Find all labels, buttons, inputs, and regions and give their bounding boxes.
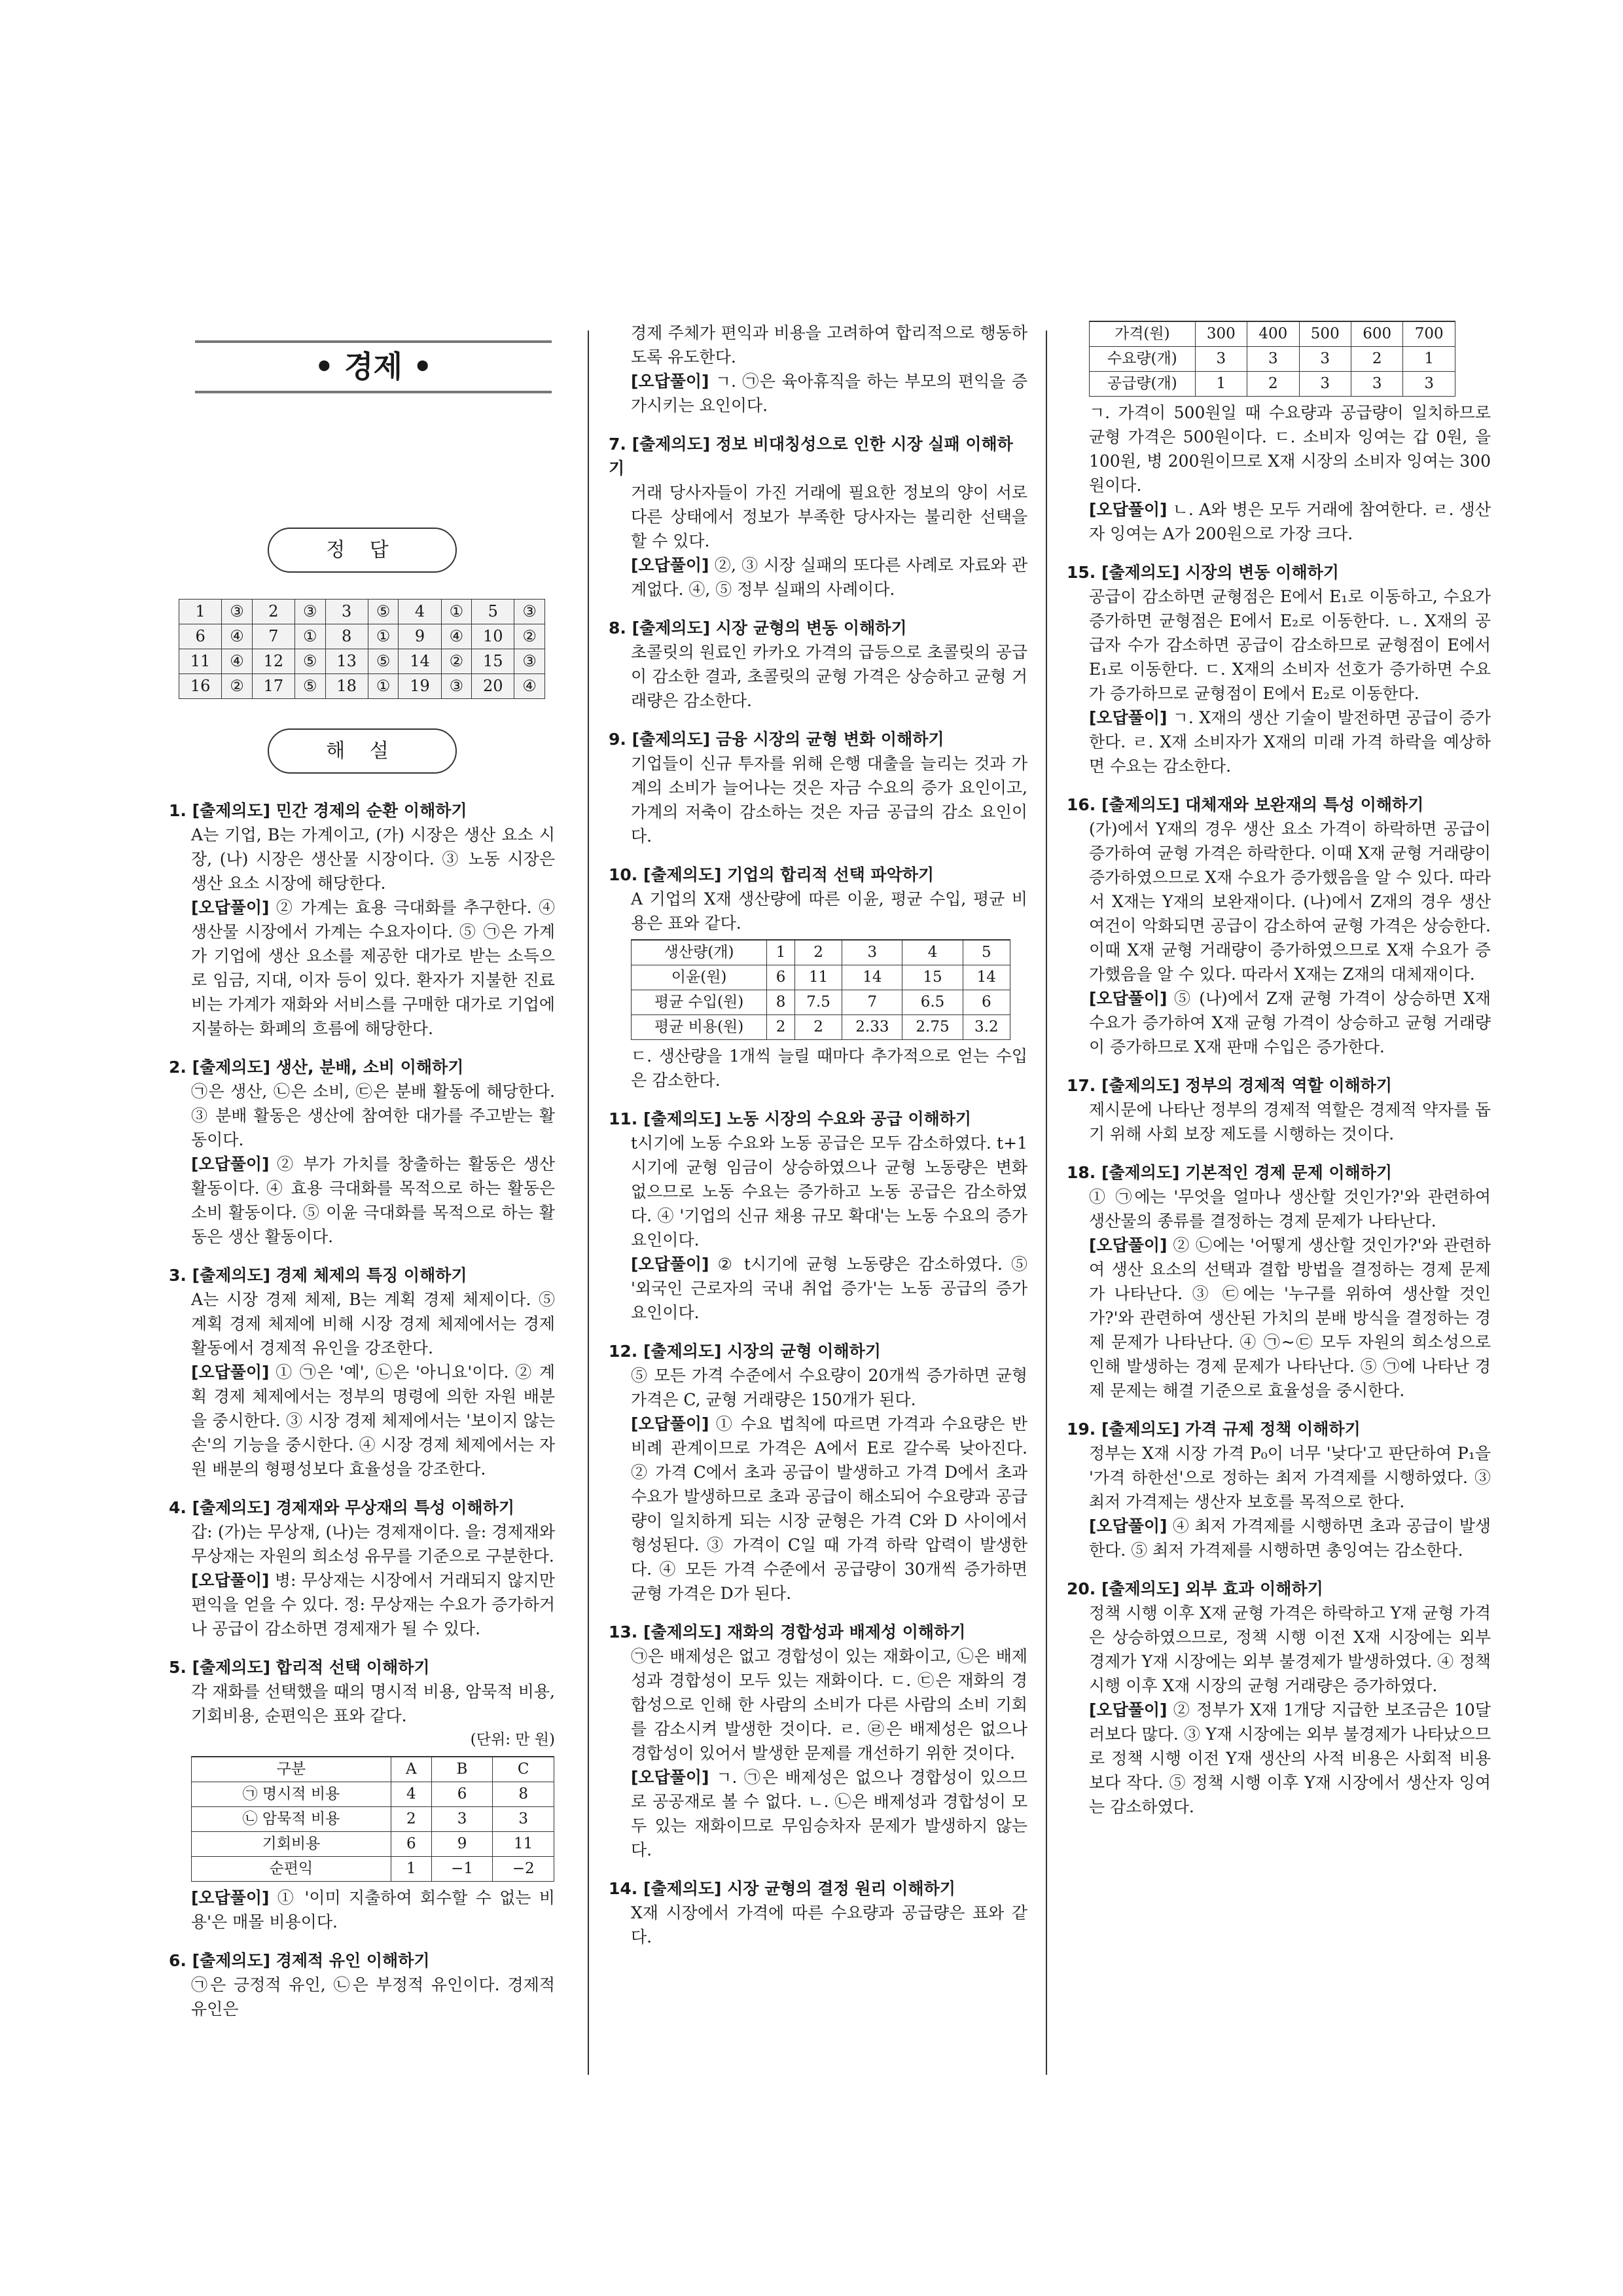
table-cell: 300 (1195, 321, 1247, 347)
answer-choice: ③ (222, 600, 253, 624)
explanation-text: X재 시장에서 가격에 따른 수요량과 공급량은 표와 같다. (631, 1903, 1027, 1946)
wrong-answer-label: [오답풀이] (1089, 1700, 1168, 1719)
question-9 (609, 727, 1027, 848)
table-cell: 11 (794, 965, 842, 990)
supply-demand-table (1089, 321, 1455, 397)
explanation-text: ㉠은 생산, ㉡은 소비, ㉢은 분배 활동에 해당한다. ③ 분배 활동은 생산에 참여한 대가를 주고받는 활동이다. (191, 1082, 555, 1149)
answer-choice: ④ (222, 649, 253, 674)
explanation-text: ㄷ. 생산량을 1개씩 늘릴 때마다 추가적으로 얻는 수입은 감소한다. (631, 1047, 1027, 1090)
explanation-text: t시기에 노동 수요와 노동 공급은 모두 감소하였다. t+1시기에 균형 임금이 상승하였으나 균형 노동량은 변화 없으므로 노동 수요는 증가하고 노동 공급은 감소하였다. ④ '기업의 신규 채용 규모 확대'는 노동 수요의 증가 요인이다. (631, 1134, 1027, 1249)
question-18 (1067, 1160, 1491, 1403)
table-cell: 14 (842, 965, 902, 990)
question-heading: 2. [출제의도] 생산, 분배, 소비 이해하기 (169, 1058, 464, 1077)
wrong-answer-label: [오답풀이] (631, 556, 709, 575)
column-2 (609, 321, 1027, 1964)
row-label: 이윤(원) (632, 965, 767, 990)
wrong-answer-label: [오답풀이] (191, 1363, 270, 1382)
answer-row (179, 600, 545, 624)
table-cell: 1 (767, 940, 795, 965)
table-row (192, 1857, 554, 1882)
row-label: 평균 비용(원) (632, 1015, 767, 1040)
answer-key-label: 정 답 (268, 528, 457, 573)
question-17 (1067, 1073, 1491, 1146)
table-cell: 3 (842, 940, 902, 965)
explanation-text: 정책 시행 이후 X재 균형 가격은 하락하고 Y재 균형 가격은 상승하였으므로, 정책 시행 이전 X재 시장에는 외부 경제가 Y재 시장에는 외부 불경제가 발생하였다. ④ 정책 시행 이후 X재 시장의 균형 거래량은 증가하였다. (1089, 1604, 1491, 1695)
wrong-answer-text: ② 부가 가치를 창출하는 활동은 생산 활동이다. ④ 효용 극대화를 목적으로 하는 활동은 소비 활동이다. ⑤ 이윤 극대화를 목적으로 하는 활동은 생산 활동이다. (191, 1155, 556, 1246)
table-cell: 1 (391, 1857, 431, 1882)
answer-choice: ① (295, 624, 326, 649)
table-header-cell: 구분 (192, 1757, 391, 1782)
answer-choice: ⑤ (368, 649, 399, 674)
row-label: 생산량(개) (632, 940, 767, 965)
explanation-text: ⑤ 모든 가격 수준에서 수요량이 20개씩 증가하면 균형 가격은 C, 균형 거래량은 150개가 된다. (631, 1366, 1027, 1409)
table-cell: 2 (391, 1807, 431, 1832)
question-number: 7 (252, 624, 294, 649)
table-cell: 3 (1299, 347, 1351, 372)
table-cell: 7 (842, 990, 902, 1015)
question-number: 2 (252, 600, 294, 624)
question-14 (609, 1876, 1027, 1949)
profit-table (631, 939, 1010, 1040)
question-heading: 17. [출제의도] 정부의 경제적 역할 이해하기 (1067, 1076, 1393, 1095)
answer-choice: ① (368, 624, 399, 649)
answer-choice: ⑤ (295, 649, 326, 674)
question-12 (609, 1339, 1027, 1605)
row-label: 공급량(개) (1090, 372, 1196, 397)
question-2 (169, 1055, 555, 1249)
table-cell: 3 (493, 1807, 554, 1832)
explanation-text: A 기업의 X재 생산량에 따른 이윤, 평균 수입, 평균 비용은 표와 같다. (631, 889, 1027, 933)
table-cell: 2 (794, 940, 842, 965)
question-heading: 4. [출제의도] 경제재와 무상재의 특성 이해하기 (169, 1498, 514, 1517)
question-number: 20 (472, 674, 514, 699)
wrong-answer-text: ㄱ. ㉠은 육아휴직을 하는 부모의 편익을 증가시키는 요인이다. (631, 372, 1028, 415)
wrong-answer-text: ② 정부가 X재 1개당 지급한 보조금은 10달러보다 많다. ③ Y재 시장에는 외부 불경제가 나타났으므로 정책 시행 이전 Y재 생산의 사적 비용은 사회적 비용보다 작다. ⑤ 정책 시행 이후 Y재 시장에서 생산자 잉여는 감소하였다. (1089, 1700, 1491, 1816)
answer-choice: ⑤ (368, 600, 399, 624)
wrong-answer-label: [오답풀이] (631, 1255, 709, 1274)
answer-row (179, 649, 545, 674)
answer-choice: ③ (514, 649, 545, 674)
question-20 (1067, 1577, 1491, 1819)
question-number: 19 (399, 674, 441, 699)
page-title: • 경제 • (314, 349, 433, 384)
wrong-answer-label: [오답풀이] (631, 1414, 709, 1433)
explanation-text: 제시문에 나타난 정부의 경제적 역할은 경제적 약자를 돕기 위해 사회 보장 제도를 시행하는 것이다. (1089, 1100, 1491, 1143)
question-heading: 14. [출제의도] 시장 균형의 결정 원리 이해하기 (609, 1879, 955, 1898)
table-row (632, 965, 1010, 990)
row-label: 순편익 (192, 1857, 391, 1882)
table-row (1090, 321, 1455, 347)
question-heading: 5. [출제의도] 합리적 선택 이해하기 (169, 1658, 430, 1677)
wrong-answer-label: [오답풀이] (1089, 1236, 1168, 1255)
table-cell: 7.5 (794, 990, 842, 1015)
table-cell: 500 (1299, 321, 1351, 347)
wrong-answer-text: ① '이미 지출하여 회수할 수 없는 비용'은 매몰 비용이다. (191, 1888, 555, 1931)
answer-choice: ① (368, 674, 399, 699)
question-number: 16 (179, 674, 222, 699)
explanation-text: ① ㉠에는 '무엇을 얼마나 생산할 것인가?'와 관련하여 생산물의 종류를 결정하는 경제 문제가 나타난다. (1089, 1187, 1491, 1230)
column-1 (169, 340, 555, 2036)
row-label: ㉠ 명시적 비용 (192, 1782, 391, 1807)
table-cell: 400 (1247, 321, 1299, 347)
explanation-text: 갑: (가)는 무상재, (나)는 경제재이다. 을: 경제재와 무상재는 자원의 희소성 유무를 기준으로 구분한다. (191, 1522, 555, 1566)
question-19 (1067, 1417, 1491, 1562)
wrong-answer-text: ② ㉡에는 '어떻게 생산할 것인가?'와 관련하여 생산 요소의 선택과 결합 방법을 결정하는 경제 문제가 나타난다. ③ ㉢에는 '누구를 위하여 생산할 것인가?'와 관련하여 생산된 가치의 분배 방식을 결정하는 경제 문제가 나타난다. ④ ㉠~㉢ 모두 자원의 희소성으로 인해 발생하는 경제 문제가 나타난다. ⑤ ㉠에 나타난 경제 문제는 해결 기준으로 효율성을 중시한다. (1089, 1236, 1491, 1400)
question-3 (169, 1263, 555, 1481)
question-heading: 8. [출제의도] 시장 균형의 변동 이해하기 (609, 619, 907, 637)
wrong-answer-text: ②, ③ 시장 실패의 또다른 사례로 자료와 관계없다. ④, ⑤ 정부 실패의 사례이다. (631, 556, 1028, 599)
question-heading: 12. [출제의도] 시장의 균형 이해하기 (609, 1342, 881, 1361)
wrong-answer-text: 병: 무상재는 시장에서 거래되지 않지만 편익을 얻을 수 있다. 정: 무상재는 수요가 증가하거나 공급이 감소하면 경제재가 될 수 있다. (191, 1571, 555, 1638)
table-header-cell: C (493, 1757, 554, 1782)
row-label: 가격(원) (1090, 321, 1196, 347)
table-cell: 700 (1403, 321, 1455, 347)
wrong-answer-text: ㄱ. ㉠은 배제성은 없으나 경합성이 있으므로 공공재로 볼 수 없다. ㄴ. ㉡은 배제성과 경합성이 모두 있는 재화이므로 무임승차자 문제가 발생하지 않는다. (631, 1768, 1027, 1859)
explanation-text: 기업들이 신규 투자를 위해 은행 대출을 늘리는 것과 가계의 소비가 늘어나는 것은 자금 수요의 증가 요인이고, 가계의 저축이 감소하는 것은 자금 공급의 감소 요인이다. (631, 754, 1027, 846)
table-cell: 2 (1351, 347, 1402, 372)
wrong-answer-label: [오답풀이] (191, 1155, 270, 1174)
question-heading: 3. [출제의도] 경제 체제의 특징 이해하기 (169, 1266, 467, 1285)
table-cell: 2 (767, 1015, 795, 1040)
wrong-answer-label: [오답풀이] (191, 1571, 270, 1590)
table-unit: (단위: 만 원) (470, 1731, 555, 1748)
question-number: 5 (472, 600, 514, 624)
answer-choice: ④ (514, 674, 545, 699)
question-6-continued (609, 321, 1027, 418)
explanation-text: ㄱ. 가격이 500원일 때 수요량과 공급량이 일치하므로 균형 가격은 500원이다. ㄷ. 소비자 잉여는 갑 0원, 을 100원, 병 200원이므로 X재 시장의 소비자 잉여는 300원이다. (1089, 403, 1491, 495)
question-number: 1 (179, 600, 222, 624)
answer-choice: ④ (441, 624, 472, 649)
answer-choice: ③ (514, 600, 545, 624)
question-heading: 1. [출제의도] 민간 경제의 순환 이해하기 (169, 801, 467, 820)
wrong-answer-label: [오답풀이] (191, 898, 270, 917)
question-number: 6 (179, 624, 222, 649)
question-number: 17 (252, 674, 294, 699)
table-cell: 3 (431, 1807, 493, 1832)
question-number: 8 (325, 624, 368, 649)
question-6 (169, 1948, 555, 2021)
explanation-text: ㉠은 배제성은 없고 경합성이 있는 재화이고, ㉡은 배제성과 경합성이 모두 있는 재화이다. ㄷ. ㉢은 재화의 경합성으로 인해 한 사람의 소비가 다른 사람의 소비 기회를 감소시켜 발생한 것이다. ㄹ. ㉣은 배제성은 없으나 경합성이 있어서 발생한 문제를 개선하기 위한 것이다. (631, 1647, 1027, 1763)
table-header-cell: B (431, 1757, 493, 1782)
question-number: 13 (325, 649, 368, 674)
question-11 (609, 1107, 1027, 1325)
row-label: 수요량(개) (1090, 347, 1196, 372)
explanation-text: 거래 당사자들이 가진 거래에 필요한 정보의 양이 서로 다른 상태에서 정보가 부족한 당사자는 불리한 선택을 할 수 있다. (631, 483, 1027, 550)
wrong-answer-label: [오답풀이] (631, 372, 709, 391)
question-number: 9 (399, 624, 441, 649)
explanation-text: 공급이 감소하면 균형점은 E에서 E₁로 이동하고, 수요가 증가하면 균형점은 E에서 E₂로 이동한다. ㄴ. X재의 공급자 수가 감소하면 공급이 감소하므로 균형점이 E에서 E₁로 이동한다. ㄷ. X재의 소비자 선호가 증가하면 수요가 증가하므로 균형점이 E에서 E₂로 이동한다. (1089, 587, 1491, 703)
wrong-answer-text: ① ㉠은 '예', ㉡은 '아니요'이다. ② 계획 경제 체제에서는 정부의 명령에 의한 자원 배분을 중시한다. ③ 시장 경제 체제에서는 '보이지 않는 손'의 기능을 중시한다. ④ 시장 경제 체제에서는 자원 배분의 형평성보다 효율성을 강조한다. (191, 1363, 555, 1479)
question-heading: 19. [출제의도] 가격 규제 정책 이해하기 (1067, 1420, 1361, 1439)
question-number: 11 (179, 649, 222, 674)
table-cell: 4 (902, 940, 963, 965)
answer-choice: ② (441, 649, 472, 674)
question-heading: 13. [출제의도] 재화의 경합성과 배제성 이해하기 (609, 1623, 966, 1641)
table-cell: −1 (431, 1857, 493, 1882)
explanation-label: 해 설 (268, 728, 457, 774)
question-heading: 15. [출제의도] 시장의 변동 이해하기 (1067, 563, 1339, 582)
table-cell: 1 (1195, 372, 1247, 397)
wrong-answer-label: [오답풀이] (1089, 1516, 1168, 1535)
table-row (1090, 372, 1455, 397)
explanation-text: 경제 주체가 편익과 비용을 고려하여 합리적으로 행동하도록 유도한다. (631, 323, 1027, 367)
table-cell: 3 (1403, 372, 1455, 397)
table-cell: 6 (431, 1782, 493, 1807)
question-10 (609, 863, 1027, 1092)
wrong-answer-label: [오답풀이] (191, 1888, 270, 1907)
answer-choice: ② (514, 624, 545, 649)
wrong-answer-text: ① 수요 법칙에 따르면 가격과 수요량은 반비례 관계이므로 가격은 A에서 E로 갈수록 낮아진다. ② 가격 C에서 초과 공급이 발생하고 가격 D에서 초과 수요가 발생하므로 초과 공급이 해소되어 수요량과 공급량이 일치하게 되는 시장 균형은 가격 C와 D 사이에서 형성된다. ③ 가격이 C일 때 가격 하락 압력이 발생한다. ④ 모든 가격 수준에서 공급량이 30개씩 증가하면 균형 가격은 D가 된다. (631, 1414, 1027, 1603)
answer-choice: ④ (222, 624, 253, 649)
question-number: 3 (325, 600, 368, 624)
table-cell: 3 (1351, 372, 1402, 397)
question-heading: 20. [출제의도] 외부 효과 이해하기 (1067, 1579, 1323, 1598)
explanation-text: A는 시장 경제 체제, B는 계획 경제 체제이다. ⑤ 계획 경제 체제에 비해 시장 경제 체제에서는 경제 활동에서 경제적 유인을 강조한다. (191, 1290, 555, 1357)
column-3 (1067, 321, 1491, 1833)
table-cell: 3 (1299, 372, 1351, 397)
wrong-answer-text: ② t시기에 균형 노동량은 감소하였다. ⑤ '외국인 근로자의 국내 취업 증가'는 노동 공급의 증가 요인이다. (631, 1255, 1027, 1322)
question-heading: 16. [출제의도] 대체재와 보완재의 특성 이해하기 (1067, 795, 1424, 814)
table-cell: 2.33 (842, 1015, 902, 1040)
question-13 (609, 1620, 1027, 1862)
question-number: 12 (252, 649, 294, 674)
table-cell: 14 (963, 965, 1010, 990)
cost-table (191, 1756, 554, 1882)
question-heading: 11. [출제의도] 노동 시장의 수요와 공급 이해하기 (609, 1109, 972, 1128)
question-8 (609, 616, 1027, 713)
answer-choice: ③ (441, 674, 472, 699)
explanation-text: (가)에서 Y재의 경우 생산 요소 가격이 하락하면 공급이 증가하여 균형 가격은 하락한다. 이때 X재 균형 거래량이 증가하였으므로 X재 수요가 증가했음을 알 수 있다. 따라서 X재는 Y재의 보완재이다. (나)에서 Z재의 경우 생산 여건이 악화되면 공급이 감소하여 균형 가격은 상승한다. 이때 X재 균형 거래량이 증가하였으므로 X재 수요가 증가했음을 알 수 있다. 따라서 X재는 Z재의 대체재이다. (1089, 819, 1491, 984)
explanation-text: 각 재화를 선택했을 때의 명시적 비용, 암묵적 비용, 기회비용, 순편익은 표와 같다. (191, 1682, 555, 1725)
table-cell: 8 (493, 1782, 554, 1807)
column-separator (588, 331, 589, 2075)
question-16 (1067, 793, 1491, 1059)
table-row (632, 990, 1010, 1015)
table-cell: 2.75 (902, 1015, 963, 1040)
table-cell: 3 (1247, 347, 1299, 372)
question-number: 4 (399, 600, 441, 624)
explanation-text: 정부는 X재 시장 가격 P₀이 너무 '낮다'고 판단하여 P₁을 '가격 하한선'으로 정하는 최저 가격제를 시행하였다. ③ 최저 가격제는 생산자 보호를 목적으로 한다. (1089, 1444, 1491, 1511)
table-cell: −2 (493, 1857, 554, 1882)
wrong-answer-text: ㄴ. A와 병은 모두 거래에 참여한다. ㄹ. 생산자 잉여는 A가 200원으로 가장 크다. (1089, 500, 1491, 543)
table-cell: 3 (1195, 347, 1247, 372)
table-cell: 2 (1247, 372, 1299, 397)
wrong-answer-label: [오답풀이] (1089, 989, 1168, 1008)
question-number: 18 (325, 674, 368, 699)
table-cell: 11 (493, 1832, 554, 1857)
table-row (632, 940, 1010, 965)
table-cell: 9 (431, 1832, 493, 1857)
explanation-text: 초콜릿의 원료인 카카오 가격의 급등으로 초콜릿의 공급이 감소한 결과, 초콜릿의 균형 가격은 상승하고 균형 거래량은 감소한다. (631, 643, 1027, 710)
table-header-row (192, 1757, 554, 1782)
answer-choice: ⑤ (295, 674, 326, 699)
table-cell: 6 (767, 965, 795, 990)
question-number: 10 (472, 624, 514, 649)
answer-choice: ① (441, 600, 472, 624)
table-cell: 6 (391, 1832, 431, 1857)
wrong-answer-label: [오답풀이] (1089, 500, 1168, 519)
column-separator (1046, 331, 1047, 2075)
wrong-answer-text: ④ 최저 가격제를 시행하면 초과 공급이 발생한다. ⑤ 최저 가격제를 시행하면 총잉여는 감소한다. (1089, 1516, 1491, 1560)
explanation-text: A는 기업, B는 가계이고, (가) 시장은 생산 요소 시장, (나) 시장은 생산물 시장이다. ③ 노동 시장은 생산 요소 시장에 해당한다. (191, 825, 555, 893)
wrong-answer-text: ㄱ. X재의 생산 기술이 발전하면 공급이 증가한다. ㄹ. X재 소비자가 X재의 미래 가격 하락을 예상하면 수요는 감소한다. (1089, 708, 1491, 776)
question-7 (609, 432, 1027, 601)
answer-row (179, 674, 545, 699)
table-row (192, 1782, 554, 1807)
question-heading: 10. [출제의도] 기업의 합리적 선택 파악하기 (609, 865, 935, 884)
table-cell: 2 (794, 1015, 842, 1040)
question-5 (169, 1655, 555, 1934)
wrong-answer-label: [오답풀이] (631, 1768, 709, 1787)
answer-choice: ③ (295, 600, 326, 624)
answer-row (179, 624, 545, 649)
table-cell: 3.2 (963, 1015, 1010, 1040)
question-1 (169, 798, 555, 1041)
question-number: 14 (399, 649, 441, 674)
question-heading: 9. [출제의도] 금융 시장의 균형 변화 이해하기 (609, 730, 944, 749)
row-label: ㉡ 암묵적 비용 (192, 1807, 391, 1832)
table-cell: 600 (1351, 321, 1402, 347)
question-heading: 7. [출제의도] 정보 비대칭성으로 인한 시장 실패 이해하기 (609, 435, 1013, 478)
table-row (192, 1807, 554, 1832)
question-15 (1067, 560, 1491, 778)
wrong-answer-label: [오답풀이] (1089, 708, 1168, 727)
explanation-text: ㉠은 긍정적 유인, ㉡은 부정적 유인이다. 경제적 유인은 (191, 1975, 555, 2018)
table-cell: 1 (1403, 347, 1455, 372)
wrong-answer-text: ⑤ (나)에서 Z재 균형 가격이 상승하면 X재 수요가 증가하여 X재 균형 가격이 상승하고 균형 거래량이 증가하므로 X재 판매 수입은 증가한다. (1089, 989, 1491, 1056)
title-box (195, 340, 552, 393)
table-cell: 6.5 (902, 990, 963, 1015)
table-row (192, 1832, 554, 1857)
table-cell: 6 (963, 990, 1010, 1015)
wrong-answer-text: ② 가계는 효용 극대화를 추구한다. ④ 생산물 시장에서 가계는 수요자이다. ⑤ ㉠은 가계가 기업에 생산 요소를 제공한 대가로 받는 소득으로 임금, 지대, 이자 등이 있다. 환자가 지불한 진료비는 가계가 재화와 서비스를 구매한 대가로 기업에 지불하는 화폐의 흐름에 해당한다. (191, 898, 555, 1038)
question-heading: 18. [출제의도] 기본적인 경제 문제 이해하기 (1067, 1163, 1393, 1182)
answer-choice: ② (222, 674, 253, 699)
table-cell: 5 (963, 940, 1010, 965)
question-4 (169, 1496, 555, 1641)
question-heading: 6. [출제의도] 경제적 유인 이해하기 (169, 1951, 430, 1970)
answer-key-table (179, 599, 545, 699)
question-number: 15 (472, 649, 514, 674)
table-header-cell: A (391, 1757, 431, 1782)
table-cell: 15 (902, 965, 963, 990)
row-label: 평균 수입(원) (632, 990, 767, 1015)
table-row (1090, 347, 1455, 372)
row-label: 기회비용 (192, 1832, 391, 1857)
table-cell: 8 (767, 990, 795, 1015)
table-cell: 4 (391, 1782, 431, 1807)
table-row (632, 1015, 1010, 1040)
question-14-continued (1067, 321, 1491, 546)
